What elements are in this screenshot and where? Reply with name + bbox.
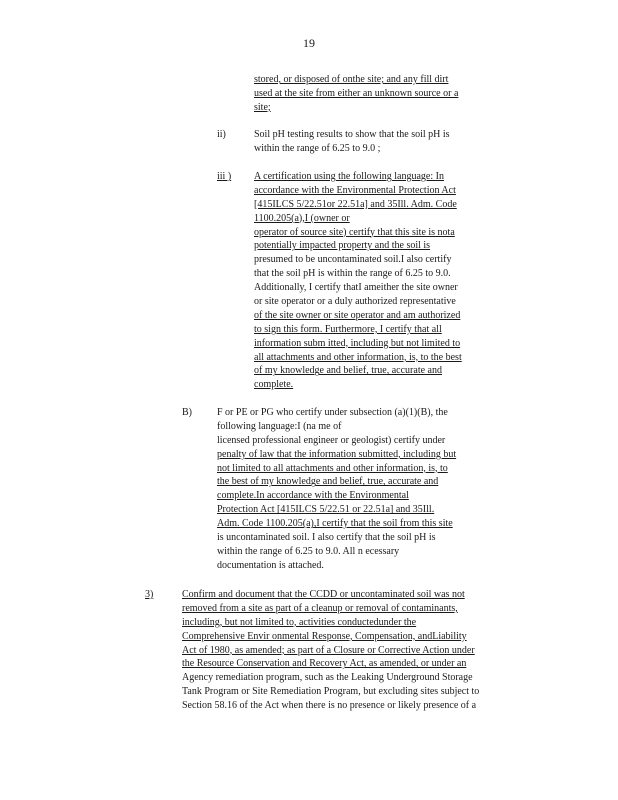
text-line-content: complete.In accordance with the Environmental: [217, 490, 409, 502]
text-line: [254, 281, 503, 295]
text-line: [254, 87, 500, 101]
text-line-content: Adm. Code 1100.205(a),I certify that the soil from this site: [217, 518, 453, 530]
text-line-content: A certification using the following language: In: [254, 171, 444, 182]
text-line: [182, 671, 541, 685]
text-line: [254, 337, 503, 351]
text-line: [217, 420, 503, 434]
text-line: [254, 267, 503, 281]
text-line-content: information subm itted, including but not limited to: [254, 337, 461, 349]
text-line: [182, 616, 541, 630]
text-line-content: removed from a site as part of a cleanup or removal of contaminants,: [182, 602, 458, 614]
text-line-content: within the range of 6.25 to 9.0 ;: [254, 142, 381, 154]
text-line: [254, 364, 503, 378]
text-line: [254, 198, 503, 212]
text-line: [217, 434, 503, 448]
text-line-content: licensed professional engineer or geologist) certify under: [217, 434, 446, 446]
text-line-content: Additionally, I certify thatI ameither the site owner: [254, 282, 458, 294]
text-line-content: operator of source site) certify that this site is nota: [254, 226, 455, 238]
text-line: [254, 184, 503, 198]
text-line: [254, 295, 503, 309]
text-line-content: complete.: [254, 379, 294, 391]
text-line-content: following language:I (na me of: [217, 420, 342, 432]
text-line-content: of my knowledge and belief, true, accurate and: [254, 365, 442, 377]
text-line-content: the best of my knowledge and belief, true, accurate and: [217, 476, 439, 488]
item-ii-marker: ii): [217, 129, 226, 140]
text-line: [182, 657, 541, 671]
text-line: [254, 101, 500, 115]
text-line-content: site;: [254, 101, 271, 113]
text-line-content: penalty of law that the information submitted, including but: [217, 448, 457, 460]
text-line: [254, 253, 503, 267]
text-line: [217, 517, 503, 531]
text-line-content: F or PE or PG who certify under subsection (a)(1)(B), the: [217, 407, 448, 418]
text-line-content: not limited to all attachments and other information, is, to: [217, 462, 448, 474]
text-line: [254, 212, 503, 226]
text-line: [254, 226, 503, 240]
text-line: [217, 489, 503, 503]
text-line: [254, 378, 503, 392]
item-B-certification-text: [217, 406, 503, 573]
item-B-marker: B): [182, 407, 192, 418]
text-line-content: Tank Program or Site Remediation Program, but excluding sites subject to: [182, 686, 480, 698]
text-line-content: used at the site from either an unknown source or a: [254, 87, 459, 99]
text-line: [217, 448, 503, 462]
text-line-content: including, but not limited to, activities conductedunder the: [182, 616, 417, 628]
text-line: [254, 128, 501, 142]
item-iii-certification-text: [254, 170, 503, 392]
text-line: [182, 685, 541, 699]
text-line: [217, 531, 503, 545]
text-line-content: Section 58.16 of the Act when there is no presence or likely presence of a: [182, 700, 477, 712]
item-ii-text: [254, 128, 501, 156]
text-line: [217, 503, 503, 517]
text-line-content: presumed to be uncontaminated soil.I also certify: [254, 254, 452, 266]
continuation-paragraph: [254, 73, 500, 115]
item-3-text: [182, 588, 541, 713]
text-line: [254, 323, 503, 337]
text-line-content: is uncontaminated soil. I also certify that the soil pH is: [217, 532, 436, 544]
text-line: [217, 406, 503, 420]
text-line-content: of the site owner or site operator and am authorized: [254, 309, 461, 321]
text-line-content: Protection Act [415ILCS 5/22.51 or 22.51a] and 35Ill.: [217, 504, 435, 516]
text-line-content: the Resource Conservation and Recovery Act, as amended, or under an: [182, 658, 467, 670]
text-line: [217, 545, 503, 559]
text-line-content: [415ILCS 5/22.51or 22.51a] and 35Ill. Adm. Code: [254, 198, 457, 210]
text-line: [182, 588, 541, 602]
text-line: [254, 351, 503, 365]
item-3-marker: 3): [145, 589, 154, 600]
text-line: [254, 142, 501, 156]
text-line-content: 1100.205(a),I (owner or: [254, 212, 350, 224]
text-line-content: accordance with the Environmental Protection Act: [254, 184, 456, 196]
text-line-content: to sign this form. Furthermore, I certify that all: [254, 323, 442, 335]
text-line-content: Soil pH testing results to show that the soil pH is: [254, 129, 450, 140]
text-line-content: within the range of 6.25 to 9.0. All n ecessary: [217, 545, 400, 557]
text-line-content: Comprehensive Envir onmental Response, Compensation, andLiability: [182, 630, 467, 642]
text-line: [182, 699, 541, 713]
text-line-content: or site operator or a duly authorized representative: [254, 296, 456, 308]
text-line-content: Act of 1980, as amended; as part of a Closure or Corrective Action under: [182, 644, 475, 656]
text-line: [182, 644, 541, 658]
text-line: [254, 170, 503, 184]
page-number: 19: [303, 36, 315, 50]
text-line: [254, 309, 503, 323]
text-line-content: all attachments and other information, is, to the best: [254, 351, 462, 363]
text-line: [217, 475, 503, 489]
text-line-content: potentially impacted property and the soil is: [254, 240, 431, 252]
text-line-content: stored, or disposed of onthe site; and any fill dirt: [254, 74, 449, 85]
item-iii-marker: iii ): [217, 171, 232, 182]
text-line: [182, 630, 541, 644]
text-line-content: Confirm and document that the CCDD or uncontaminated soil was not: [182, 589, 465, 600]
text-line-content: Agency remediation program, such as the Leaking Underground Storage: [182, 672, 473, 684]
text-line: [217, 559, 503, 573]
text-line-content: that the soil pH is within the range of 6.25 to 9.0.: [254, 268, 451, 280]
text-line: [182, 602, 541, 616]
text-line: [254, 239, 503, 253]
text-line: [217, 462, 503, 476]
text-line: [254, 73, 500, 87]
text-line-content: documentation is attached.: [217, 559, 324, 571]
